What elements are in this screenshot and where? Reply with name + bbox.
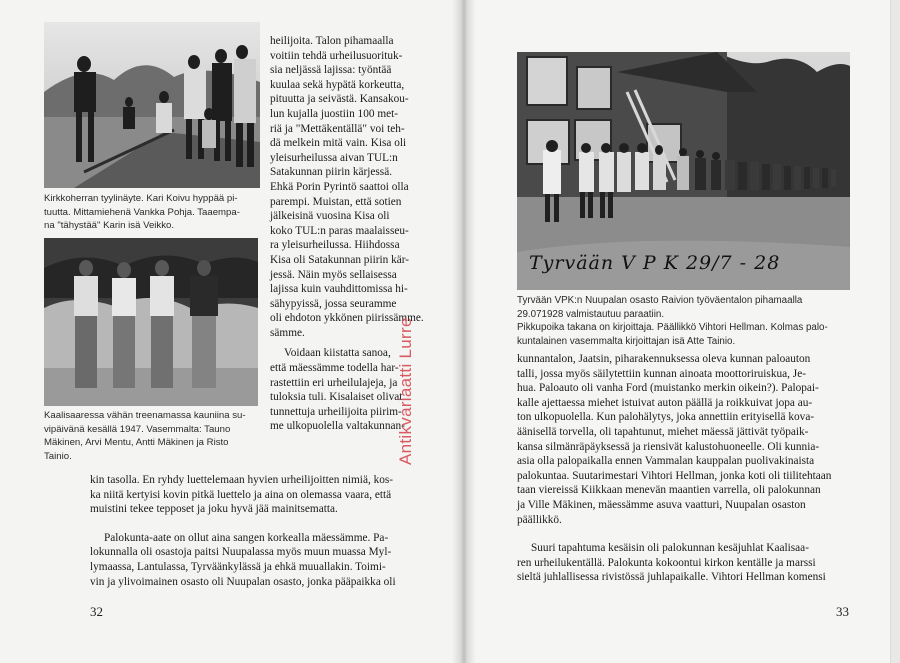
caption-line: Kirkkoherran tyylinäyte. Kari Koivu hyppää pi- (44, 193, 238, 204)
text-line: Suuri tapahtuma kesäisin oli palokunnan kesäjuhlat Kaalisaa- (531, 542, 809, 555)
text-line: ren urheilukentällä. Palokunta kokoontui kirkon kentälle ja marssi (517, 556, 816, 569)
text-line: lymaassa, Lantulassa, Tyrväänkylässä ja ehkä muuallakin. Toimi- (90, 560, 386, 573)
text-line: taan viereissä Kiikkaan menevän maantien varrella, oli palokunnan (517, 484, 821, 497)
watermark-text: Antikvariaatti Lurre (396, 317, 415, 465)
caption-line: Tyrvään VPK:n Nuupalan osasto Raivion työväentalon pihamaalla (517, 295, 803, 306)
caption-line: Kaalisaaressa vähän treenamassa kauniina su- (44, 410, 246, 421)
text-line: yleisurheilussa aivan TUL:n (270, 151, 398, 164)
caption-line: 29.071928 valmistautuu paraatiin. (517, 308, 665, 320)
text-line: palokuntaa. Suutarimestari Vihtori Hellman, jonka koti oli tiilitehtaan (517, 469, 832, 482)
caption-line: kuntalainen vasemmalta kirjoittajan isä Atte Tainio. (517, 335, 736, 347)
text-line: dä melkein mitä vain. Kisa oli (270, 137, 407, 150)
text-line: hua. Paloauto oli vanha Ford (muistanko merkin oikein?). Palopai- (517, 382, 819, 395)
caption-four-athletes (44, 409, 246, 463)
caption-line: na "tähystää" Karin isä Veikko. (44, 220, 175, 232)
text-line: tuloksia tuli. Kisalaiset olivat (270, 391, 403, 404)
photo-handwriting: Tyrvään V P K 29/7 - 28 (529, 252, 781, 274)
right-body-text (517, 352, 831, 585)
text-line: Kisa oli Satakunnan piirin kär- (270, 253, 410, 266)
page-number-right: 33 (836, 604, 849, 619)
text-line: äänisellä torvella, oli tapahtunut, miehet mäessä jättivät työpaik- (517, 425, 809, 438)
watermark (378, 220, 415, 465)
caption-line: Tainio. (44, 450, 72, 462)
caption-fire-brigade (517, 294, 828, 348)
text-line: tunnettuja urheilijoita piirim- (270, 405, 402, 418)
text-line: sämme. (270, 326, 305, 339)
text-line: sia neljässä lajissa: työntää (270, 64, 392, 77)
text-line: kuulaa sekä hypätä korkeutta, (270, 78, 405, 91)
caption-line: tuutta. Mittamiehenä Vankka Pohja. Taaempa- (44, 206, 240, 218)
text-line: muistini tekee tepposet ja joku hyvä jää mainitsematta. (90, 503, 338, 516)
text-line: heilijoita. Talon pihamaalla (270, 35, 394, 47)
text-line: päällikkö. (517, 513, 562, 526)
caption-line: vipäivänä kesällä 1947. Vasemmalta: Tauno (44, 423, 231, 435)
book-gutter (452, 0, 476, 663)
page-edge (890, 0, 900, 663)
text-line: kin tasolla. En ryhdy luettelemaan hyvien urheilijoitten nimiä, kos- (90, 474, 394, 486)
text-line: jälkeisinä vuosina Kisa oli (270, 210, 390, 223)
text-line: että mäessämme todella har- (270, 362, 399, 375)
text-line: kalle ajettaessa miehet istuivat auton päällä ja roikkuivat jopa au- (517, 396, 813, 409)
photo-fire-brigade (517, 52, 850, 290)
caption-long-jump (44, 192, 240, 233)
text-line: Ehkä Porin Pyrintö saattoi olla (270, 180, 409, 193)
text-line: lun kujalla juostiin 100 met- (270, 107, 399, 120)
left-full-width-text (90, 473, 396, 589)
text-line: Palokunta-aate on ollut aina sangen korkealla mäessämme. Pa- (104, 531, 389, 544)
text-line: me ulkopuolella valtakunnan- (270, 420, 405, 433)
text-line: vin ja ylivoimainen osasto oli Nuupalan osasto, jonka pääpaikka oli (90, 575, 396, 588)
text-line: lokunnalla oli osastoja paitsi Nuupalassa myös muun muassa Myl- (90, 546, 392, 559)
caption-line: Mäkinen, Arvi Mentu, Antti Mäkinen ja Risto (44, 437, 229, 449)
text-line: parempi. Muistan, että sotien (270, 195, 402, 208)
text-line: oli ehdoton ykkönen piirissämme. (270, 312, 424, 325)
photo-long-jump (44, 22, 260, 188)
text-line: kansa silmänräpäyksessä ja riensivät kalustohuoneelle. Oli kunnia- (517, 440, 820, 453)
text-line: ra yleisurheilussa. Hiihdossa (270, 239, 400, 252)
photo-four-athletes (44, 238, 258, 406)
text-line: pituutta ja seivästä. Kansakou- (270, 93, 409, 106)
text-line: Voidaan kiistatta sanoa, (284, 347, 391, 360)
text-line: Satakunnan piirin kärjessä. (270, 166, 393, 179)
text-line: rastettiin eri urheilulajeja, ja (270, 376, 398, 389)
text-line: sieltä juhlallisessa rivistössä juhlapaikalle. Vihtori Hellman komensi (517, 571, 826, 584)
right-page (462, 0, 900, 663)
text-line: ja Ville Mäkinen, mäessämme asuva vaatturi, Nuupalan osaston (517, 498, 806, 511)
text-line: lajissa kuin vauhdittomissa hi- (270, 283, 408, 296)
text-line: ton ulkopuolella. Kun palohälytys, joka annettiin erityisellä kova- (517, 411, 815, 424)
text-line: voitiin tehdä urheilusuorituk- (270, 49, 403, 62)
page-number-left: 32 (90, 604, 103, 619)
text-line: asia olla palopaikalla ennen Vammalan kauppalan puolivakinaista (517, 455, 815, 468)
text-line: jessä. Näin myös sellaisessa (270, 268, 397, 281)
text-line: riä ja "Mettäkentällä" voi teh- (270, 122, 405, 135)
text-line: koko TUL:n paras maalaisseu- (270, 224, 409, 237)
text-line: kunnantalon, Jaatsin, piharakennuksessa oleva kunnan paloauton (517, 353, 811, 365)
text-line: sähypyissä, jossa seuramme (270, 297, 397, 310)
text-line: talli, jossa myös säilytettiin kunnan ainoata moottoriruiskua, Je- (517, 367, 806, 380)
caption-line: Pikkupoika takana on kirjoittaja. Päällikkö Vihtori Hellman. Kolmas palo- (517, 322, 828, 334)
text-line: ka niitä kertyisi kovin pitkä luettelo ja aina on olemassa vaara, että (90, 488, 392, 501)
